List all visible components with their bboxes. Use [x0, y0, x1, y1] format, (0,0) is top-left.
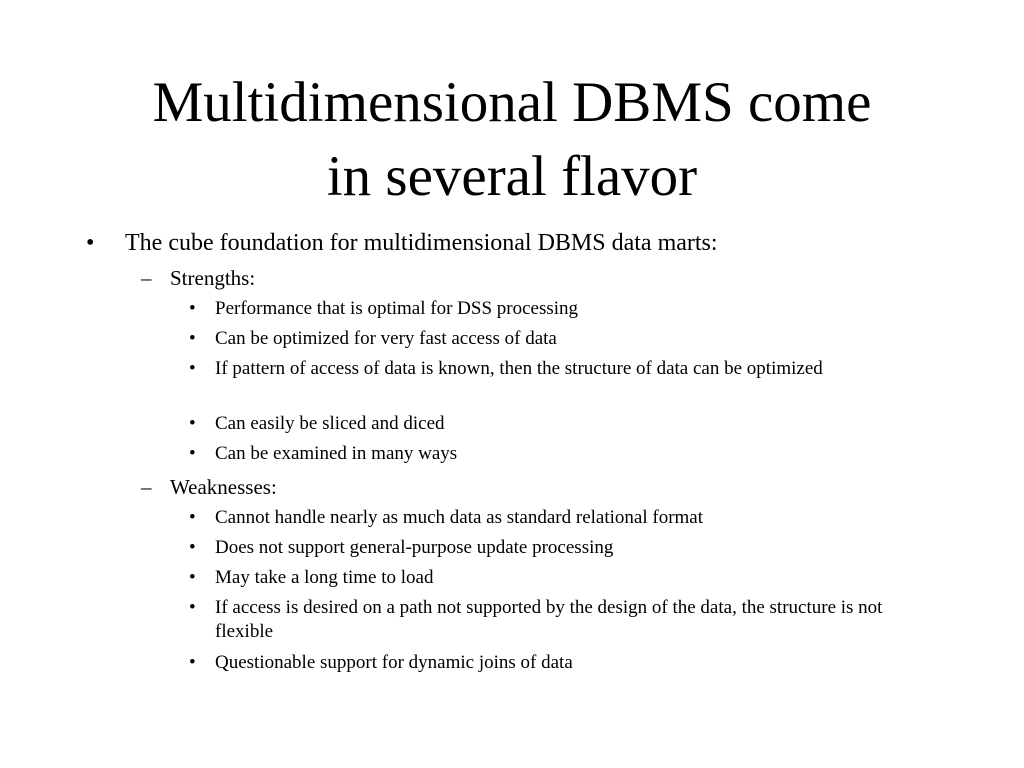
bullet-icon: • [189, 567, 196, 588]
bullet-icon: • [189, 328, 196, 349]
weaknesses-heading: Weaknesses: [170, 475, 277, 499]
strength-text: Performance that is optimal for DSS processing [215, 298, 579, 319]
bullet-icon: • [189, 358, 196, 379]
bullet-icon: • [189, 298, 196, 319]
dash-icon: – [141, 475, 152, 499]
dash-icon: – [141, 266, 152, 290]
weakness-text: May take a long time to load [215, 567, 434, 588]
strength-text: If pattern of access of data is known, then the structure of data can be optimized [215, 358, 823, 379]
strength-text: Can be optimized for very fast access of data [215, 328, 557, 349]
bullet-icon: • [189, 537, 196, 558]
bullet-icon: • [86, 230, 95, 256]
bullet-icon: • [189, 507, 196, 528]
weakness-text: If access is desired on a path not supported by the design of the data, the structure is not flexible [215, 597, 883, 642]
slide-title [0, 66, 1024, 214]
slide-title-line-1: Multidimensional DBMS come [152, 71, 872, 134]
weakness-text: Cannot handle nearly as much data as standard relational format [215, 507, 704, 528]
bullet-icon: • [189, 443, 196, 464]
bullet-icon: • [189, 597, 196, 618]
main-bullet-text: The cube foundation for multidimensional DBMS data marts: [125, 230, 718, 256]
weakness-text: Does not support general-purpose update processing [215, 537, 614, 558]
slide-title-line-2: in several flavor [326, 145, 698, 208]
strength-text: Can easily be sliced and diced [215, 413, 445, 434]
weakness-text: Questionable support for dynamic joins of data [215, 652, 573, 673]
bullet-icon: • [189, 413, 196, 434]
bullet-icon: • [189, 652, 196, 673]
strength-text: Can be examined in many ways [215, 443, 458, 464]
strengths-heading: Strengths: [170, 266, 256, 290]
